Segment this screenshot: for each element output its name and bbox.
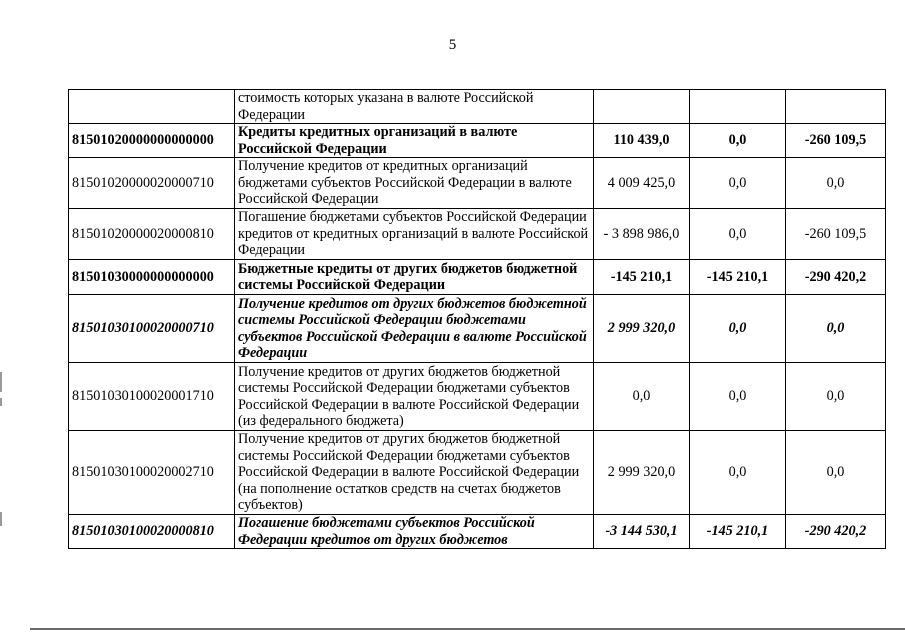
row-value-cell: -145 210,1 xyxy=(690,515,786,549)
row-value-cell: 0,0 xyxy=(690,124,786,158)
row-value-cell: 4 009 425,0 xyxy=(594,158,690,209)
row-value-cell: 0,0 xyxy=(690,431,786,515)
page-number: 5 xyxy=(448,37,457,53)
row-code-cell: 81501030100020001710 xyxy=(69,363,235,431)
row-value-cell xyxy=(786,90,886,124)
row-value-cell: 0,0 xyxy=(786,363,886,431)
row-description-cell: Бюджетные кредиты от других бюджетов бюджетной системы Российской Федерации xyxy=(235,260,594,295)
row-code-cell: 81501030000000000000 xyxy=(69,260,235,295)
scan-edge-mark xyxy=(0,372,2,392)
table-row xyxy=(69,431,886,515)
row-value-cell: 0,0 xyxy=(690,158,786,209)
row-value-cell: -3 144 530,1 xyxy=(594,515,690,549)
row-code-cell: 81501030100020000710 xyxy=(69,295,235,363)
row-value-cell: -260 109,5 xyxy=(786,124,886,158)
row-description-cell: Кредиты кредитных организаций в валюте Российской Федерации xyxy=(235,124,594,158)
row-value-cell: 0,0 xyxy=(690,295,786,363)
row-code-cell: 81501030100020002710 xyxy=(69,431,235,515)
row-description-cell: Погашение бюджетами субъектов Российской Федерации кредитов от кредитных организаций в валюте Российской Федерации xyxy=(235,209,594,260)
table-row xyxy=(69,363,886,431)
row-value-cell: -145 210,1 xyxy=(594,260,690,295)
scan-edge-mark xyxy=(0,398,2,406)
row-value-cell: 0,0 xyxy=(786,431,886,515)
row-code-cell: 81501030100020000810 xyxy=(69,515,235,549)
budget-sources-table xyxy=(68,89,886,549)
table-row xyxy=(69,158,886,209)
row-description-cell: Получение кредитов от других бюджетов бюджетной системы Российской Федерации бюджетами субъектов Российской Федерации в валюте Российской Федерации (на пополнение остатков средств на счетах бюджетов субъектов) xyxy=(235,431,594,515)
table-row xyxy=(69,260,886,295)
table-row xyxy=(69,295,886,363)
row-value-cell: 0,0 xyxy=(690,363,786,431)
row-value-cell: 0,0 xyxy=(786,295,886,363)
table-row xyxy=(69,90,886,124)
row-value-cell: 110 439,0 xyxy=(594,124,690,158)
row-value-cell: - 3 898 986,0 xyxy=(594,209,690,260)
scan-edge-mark xyxy=(0,512,2,526)
row-value-cell xyxy=(690,90,786,124)
row-value-cell: -290 420,2 xyxy=(786,260,886,295)
row-value-cell xyxy=(594,90,690,124)
table-row xyxy=(69,515,886,549)
row-code-cell: 81501020000000000000 xyxy=(69,124,235,158)
row-description-cell: Погашение бюджетами субъектов Российской Федерации кредитов от других бюджетов xyxy=(235,515,594,549)
row-value-cell: 0,0 xyxy=(690,209,786,260)
row-value-cell: -145 210,1 xyxy=(690,260,786,295)
row-value-cell: 2 999 320,0 xyxy=(594,295,690,363)
row-value-cell: -290 420,2 xyxy=(786,515,886,549)
row-code-cell xyxy=(69,90,235,124)
row-value-cell: 0,0 xyxy=(594,363,690,431)
table-row xyxy=(69,209,886,260)
row-description-cell: Получение кредитов от других бюджетов бюджетной системы Российской Федерации бюджетами субъектов Российской Федерации в валюте Российской Федерации (из федерального бюджета) xyxy=(235,363,594,431)
scan-bottom-rule xyxy=(30,628,905,630)
row-value-cell: 0,0 xyxy=(786,158,886,209)
row-value-cell: -260 109,5 xyxy=(786,209,886,260)
row-description-cell: Получение кредитов от других бюджетов бюджетной системы Российской Федерации бюджетами субъектов Российской Федерации в валюте Российской Федерации xyxy=(235,295,594,363)
row-description-cell: стоимость которых указана в валюте Российской Федерации xyxy=(235,90,594,124)
row-value-cell: 2 999 320,0 xyxy=(594,431,690,515)
table-row xyxy=(69,124,886,158)
row-code-cell: 81501020000020000810 xyxy=(69,209,235,260)
row-description-cell: Получение кредитов от кредитных организаций бюджетами субъектов Российской Федерации в валюте Российской Федерации xyxy=(235,158,594,209)
row-code-cell: 81501020000020000710 xyxy=(69,158,235,209)
